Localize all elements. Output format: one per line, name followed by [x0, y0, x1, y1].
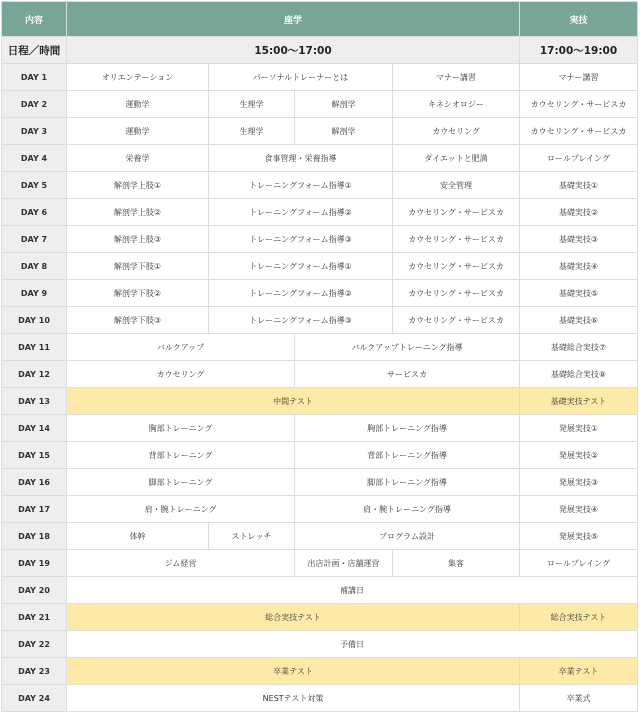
table-row [2, 496, 638, 523]
practice-cell: マナー講習 [520, 64, 638, 91]
practice-cell: 総合実技テスト [520, 604, 638, 631]
practice-cell: 基礎実技テスト [520, 388, 638, 415]
practice-time: 17:00〜19:00 [520, 37, 638, 64]
day-label: DAY 15 [2, 442, 67, 469]
lecture-cell: トレーニングフォーム指導③ [209, 226, 393, 253]
table-row [2, 226, 638, 253]
lecture-cell: 解剖学上肢① [67, 172, 209, 199]
lecture-cell: ダイエットと肥満 [393, 145, 520, 172]
practice-cell: カウセリング・サービスカ [520, 118, 638, 145]
lecture-cell: トレーニングフォーム指導① [209, 172, 393, 199]
lecture-cell: カウセリング・サービスカ [393, 280, 520, 307]
table-row [2, 469, 638, 496]
lecture-cell: 脚部トレーニング [67, 469, 295, 496]
lecture-cell: プログラム設計 [295, 523, 520, 550]
schedule-time-row [2, 37, 638, 64]
lecture-cell: 補講日 [67, 577, 638, 604]
table-row [2, 307, 638, 334]
lecture-cell: バルクアップ [67, 334, 295, 361]
lecture-cell: 卒業テスト [67, 658, 520, 685]
curriculum-table [1, 1, 638, 712]
lecture-cell: カウセリング・サービスカ [393, 226, 520, 253]
day-label: DAY 8 [2, 253, 67, 280]
table-header-row [2, 2, 638, 37]
practice-cell: 発展実技④ [520, 496, 638, 523]
lecture-cell: 脚部トレーニング指導 [295, 469, 520, 496]
lecture-cell: 集客 [393, 550, 520, 577]
table-row [2, 199, 638, 226]
lecture-cell: バルクアップトレーニング指導 [295, 334, 520, 361]
practice-cell: 発展実技② [520, 442, 638, 469]
table-row [2, 523, 638, 550]
day-label: DAY 16 [2, 469, 67, 496]
lecture-cell: 出店計画・店舗運営 [295, 550, 393, 577]
practice-cell: 基礎総合実技⑧ [520, 361, 638, 388]
lecture-cell: 安全管理 [393, 172, 520, 199]
lecture-cell: トレーニングフォーム指導③ [209, 307, 393, 334]
day-label: DAY 19 [2, 550, 67, 577]
lecture-cell: 解剖学上肢② [67, 199, 209, 226]
table-row [2, 172, 638, 199]
day-label: DAY 13 [2, 388, 67, 415]
lecture-cell: カウセリング [67, 361, 295, 388]
header-content: 内容 [2, 2, 67, 37]
lecture-cell: 生理学 [209, 91, 295, 118]
header-practice: 実技 [520, 2, 638, 37]
lecture-cell: 総合実技テスト [67, 604, 520, 631]
lecture-cell: 体幹 [67, 523, 209, 550]
lecture-cell: 運動学 [67, 91, 209, 118]
practice-cell: 基礎実技⑤ [520, 280, 638, 307]
lecture-cell: 肩・腕トレーニング指導 [295, 496, 520, 523]
lecture-cell: トレーニングフォーム指導② [209, 199, 393, 226]
practice-cell: ロールプレイング [520, 550, 638, 577]
day-label: DAY 22 [2, 631, 67, 658]
lecture-cell: カウセリング・サービスカ [393, 199, 520, 226]
lecture-cell: 中間テスト [67, 388, 520, 415]
practice-cell: 基礎総合実技⑦ [520, 334, 638, 361]
lecture-cell: カウセリング・サービスカ [393, 307, 520, 334]
day-label: DAY 6 [2, 199, 67, 226]
lecture-cell: 解剖学 [295, 118, 393, 145]
lecture-cell: オリエンテーション [67, 64, 209, 91]
table-row [2, 442, 638, 469]
table-row [2, 91, 638, 118]
table-row [2, 388, 638, 415]
lecture-cell: 解剖学 [295, 91, 393, 118]
practice-cell: ロールプレイング [520, 145, 638, 172]
lecture-cell: 胸部トレーニング指導 [295, 415, 520, 442]
table-row [2, 334, 638, 361]
lecture-cell: 胸部トレーニング [67, 415, 295, 442]
lecture-cell: カウセリング [393, 118, 520, 145]
practice-cell: 基礎実技⑥ [520, 307, 638, 334]
lecture-cell: キネシオロジー [393, 91, 520, 118]
lecture-cell: 背部トレーニング [67, 442, 295, 469]
day-label: DAY 5 [2, 172, 67, 199]
practice-cell: 卒業式 [520, 685, 638, 712]
lecture-cell: ストレッチ [209, 523, 295, 550]
lecture-cell: 解剖学上肢③ [67, 226, 209, 253]
lecture-time: 15:00〜17:00 [67, 37, 520, 64]
lecture-cell: 運動学 [67, 118, 209, 145]
lecture-cell: トレーニングフォーム指導② [209, 280, 393, 307]
header-lecture: 座学 [67, 2, 520, 37]
lecture-cell: 予備日 [67, 631, 638, 658]
day-label: DAY 3 [2, 118, 67, 145]
table-row [2, 604, 638, 631]
lecture-cell: 解剖学下肢③ [67, 307, 209, 334]
table-row [2, 145, 638, 172]
lecture-cell: ジム経営 [67, 550, 295, 577]
table-row [2, 577, 638, 604]
table-row [2, 118, 638, 145]
lecture-cell: マナー講習 [393, 64, 520, 91]
table-row [2, 658, 638, 685]
table-row [2, 253, 638, 280]
lecture-cell: 栄養学 [67, 145, 209, 172]
day-label: DAY 12 [2, 361, 67, 388]
day-label: DAY 1 [2, 64, 67, 91]
practice-cell: 発展実技① [520, 415, 638, 442]
day-label: DAY 4 [2, 145, 67, 172]
practice-cell: カウセリング・サービスカ [520, 91, 638, 118]
table-row [2, 415, 638, 442]
day-label: DAY 9 [2, 280, 67, 307]
practice-cell: 基礎実技③ [520, 226, 638, 253]
day-label: DAY 14 [2, 415, 67, 442]
lecture-cell: 解剖学下肢② [67, 280, 209, 307]
table-row [2, 550, 638, 577]
day-label: DAY 10 [2, 307, 67, 334]
lecture-cell: 解剖学下肢① [67, 253, 209, 280]
day-label: DAY 11 [2, 334, 67, 361]
table-row [2, 280, 638, 307]
day-label: DAY 24 [2, 685, 67, 712]
practice-cell: 卒業テスト [520, 658, 638, 685]
lecture-cell: 生理学 [209, 118, 295, 145]
lecture-cell: NESTテスト対策 [67, 685, 520, 712]
lecture-cell: パーソナルトレーナーとは [209, 64, 393, 91]
lecture-cell: 食事管理・栄養指導 [209, 145, 393, 172]
day-label: DAY 7 [2, 226, 67, 253]
table-row [2, 64, 638, 91]
day-label: DAY 17 [2, 496, 67, 523]
table-row [2, 631, 638, 658]
practice-cell: 基礎実技② [520, 199, 638, 226]
day-label: DAY 20 [2, 577, 67, 604]
day-label: DAY 23 [2, 658, 67, 685]
practice-cell: 発展実技③ [520, 469, 638, 496]
day-label: DAY 2 [2, 91, 67, 118]
practice-cell: 基礎実技① [520, 172, 638, 199]
table-row [2, 685, 638, 712]
day-label: DAY 18 [2, 523, 67, 550]
lecture-cell: 肩・腕トレーニング [67, 496, 295, 523]
practice-cell: 基礎実技④ [520, 253, 638, 280]
lecture-cell: カウセリング・サービスカ [393, 253, 520, 280]
lecture-cell: 背部トレーニング指導 [295, 442, 520, 469]
practice-cell: 発展実技⑤ [520, 523, 638, 550]
lecture-cell: トレーニングフォーム指導① [209, 253, 393, 280]
day-label: DAY 21 [2, 604, 67, 631]
schedule-label: 日程／時間 [2, 37, 67, 64]
table-row [2, 361, 638, 388]
lecture-cell: サービスカ [295, 361, 520, 388]
